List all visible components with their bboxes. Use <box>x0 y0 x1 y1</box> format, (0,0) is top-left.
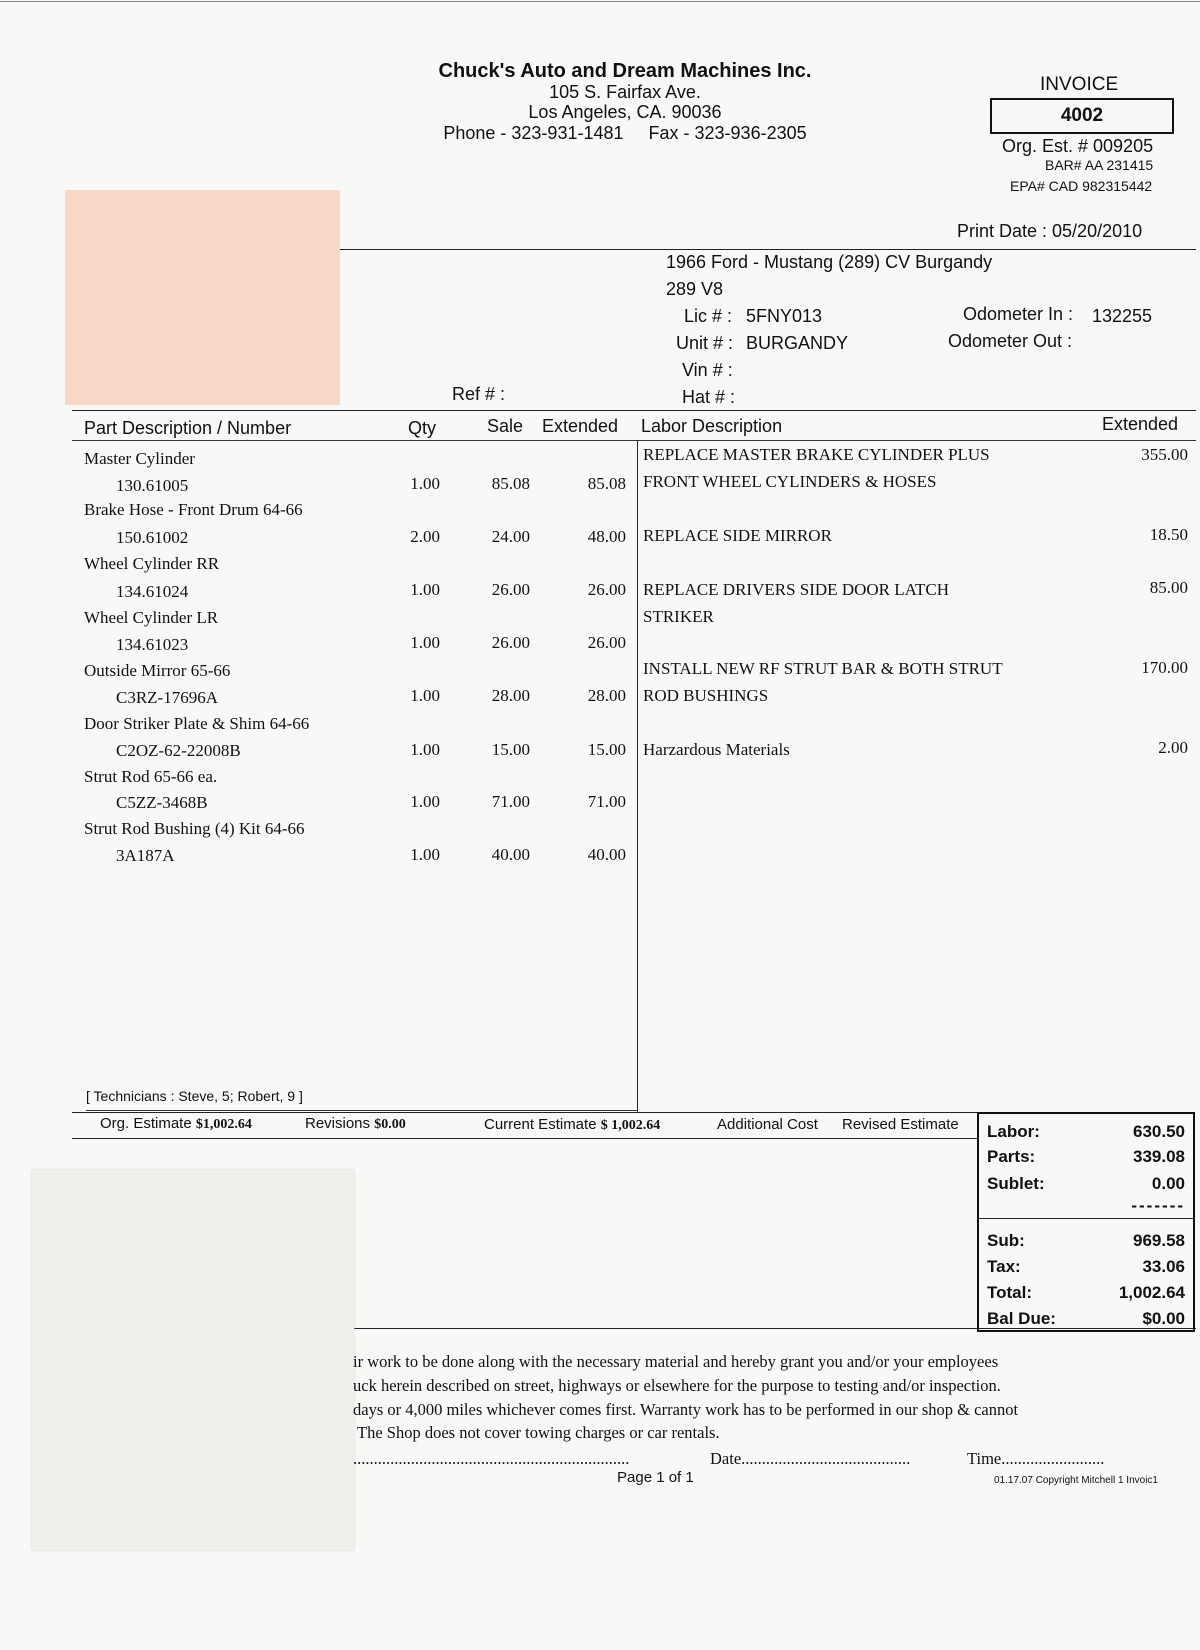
revisions <box>305 1115 406 1133</box>
part-qty: 2.00 <box>410 527 440 546</box>
org-estimate <box>100 1115 252 1133</box>
part-sale: 15.00 <box>491 740 530 759</box>
part-number: C2OZ-62-22008B <box>116 741 241 760</box>
part-name: Master Cylinder <box>84 449 195 468</box>
shop-header <box>380 60 870 144</box>
grand-total-label: Total: <box>987 1283 1033 1302</box>
grand-total-value: 1,002.64 <box>1118 1283 1185 1302</box>
sub-total-value: 969.58 <box>1133 1231 1185 1250</box>
totals-separator: ------- <box>1131 1196 1185 1215</box>
org-estimate-value: $1,002.64 <box>195 1117 252 1132</box>
part-qty: 1.00 <box>410 580 440 599</box>
odometer-in-value: 132255 <box>1092 306 1153 326</box>
part-number: 150.61002 <box>116 528 189 547</box>
totals-box <box>977 1112 1195 1332</box>
technicians-rule <box>86 1110 637 1111</box>
labor-amount: 18.50 <box>1149 525 1188 544</box>
unit-value: BURGANDY <box>746 333 849 353</box>
part-extended: 26.00 <box>587 580 626 599</box>
part-qty: 1.00 <box>410 845 440 864</box>
part-qty: 1.00 <box>410 740 440 759</box>
part-name: Wheel Cylinder RR <box>84 554 220 573</box>
disclaimer-line-1: ir work to be done along with the necessary material and hereby grant you and/or your employees <box>353 1352 999 1371</box>
labor-amount: 85.00 <box>1149 578 1188 597</box>
part-extended: 48.00 <box>587 527 626 546</box>
part-extended: 85.08 <box>587 474 626 493</box>
epa-number: EPA# CAD 982315442 <box>1010 178 1153 194</box>
col-sale: Sale <box>487 416 524 436</box>
lic-label: Lic # : <box>684 306 733 326</box>
sublet-total-value: 0.00 <box>1151 1174 1185 1193</box>
additional-cost-label: Additional Cost <box>717 1116 818 1133</box>
part-sale: 24.00 <box>491 527 530 546</box>
labor-line: REPLACE MASTER BRAKE CYLINDER PLUS <box>643 445 990 464</box>
part-sale: 71.00 <box>491 792 530 811</box>
lic-value: 5FNY013 <box>746 306 823 326</box>
sublet-total-label: Sublet: <box>987 1174 1045 1193</box>
col-qty: Qty <box>408 418 437 438</box>
header-rule <box>340 249 1196 250</box>
part-extended: 28.00 <box>587 686 626 705</box>
labor-total-value: 630.50 <box>1133 1122 1185 1141</box>
page-top-edge <box>0 1 1200 2</box>
labor-total-label: Labor: <box>987 1122 1040 1141</box>
labor-line: Harzardous Materials <box>643 740 790 759</box>
part-name: Outside Mirror 65-66 <box>84 661 231 680</box>
tax-value: 33.06 <box>1142 1257 1185 1276</box>
parts-total-value: 339.08 <box>1133 1147 1185 1166</box>
labor-line: ROD BUSHINGS <box>643 686 769 705</box>
vin-label: Vin # : <box>682 360 733 380</box>
technicians: [ Technicians : Steve, 5; Robert, 9 ] <box>86 1088 303 1104</box>
labor-amount: 355.00 <box>1141 445 1188 464</box>
redaction-sticky-note <box>65 190 340 405</box>
labor-line: INSTALL NEW RF STRUT BAR & BOTH STRUT <box>643 659 1003 678</box>
disclaimer-line-4: The Shop does not cover towing charges or car rentals. <box>357 1423 720 1442</box>
part-sale: 26.00 <box>491 633 530 652</box>
totals-divider <box>979 1218 1193 1219</box>
date-line: Date......................................... <box>710 1449 911 1468</box>
odometer-out-label: Odometer Out : <box>948 331 1073 351</box>
revised-estimate-label: Revised Estimate <box>842 1116 959 1133</box>
tax-label: Tax: <box>987 1257 1021 1276</box>
revisions-label: Revisions <box>305 1115 371 1132</box>
part-qty: 1.00 <box>410 792 440 811</box>
col-labor-extended: Extended <box>1102 414 1179 434</box>
parts-total-label: Parts: <box>987 1147 1036 1166</box>
part-extended: 40.00 <box>587 845 626 864</box>
current-estimate <box>484 1116 660 1134</box>
shop-address-2: Los Angeles, CA. 90036 <box>528 102 722 122</box>
disclaimer-line-3: days or 4,000 miles whichever comes first. Warranty work has to be performed in our shop & cannot <box>353 1400 1019 1419</box>
vehicle-description: 1966 Ford - Mustang (289) CV Burgandy <box>666 252 993 272</box>
hat-label: Hat # : <box>682 387 736 407</box>
invoice-number: 4002 <box>990 98 1174 134</box>
org-estimate-label: Org. Estimate <box>100 1115 192 1132</box>
part-number: C5ZZ-3468B <box>116 793 208 812</box>
table-header-rule <box>72 440 1196 441</box>
part-sale: 40.00 <box>491 845 530 864</box>
part-extended: 15.00 <box>587 740 626 759</box>
labor-line: FRONT WHEEL CYLINDERS & HOSES <box>643 472 937 491</box>
labor-line: REPLACE SIDE MIRROR <box>643 526 832 545</box>
shop-name: Chuck's Auto and Dream Machines Inc. <box>438 60 812 82</box>
balance-due-value: $0.00 <box>1142 1309 1185 1328</box>
estimate-bottom-rule <box>72 1138 978 1139</box>
part-number: 134.61024 <box>116 582 189 601</box>
part-qty: 1.00 <box>410 633 440 652</box>
sub-total-label: Sub: <box>987 1231 1025 1250</box>
vehicle-engine: 289 V8 <box>666 279 724 299</box>
org-est-number: Org. Est. # 009205 <box>1002 136 1154 156</box>
part-number: 3A187A <box>116 846 175 865</box>
labor-amount: 170.00 <box>1141 658 1188 677</box>
parts-labor-divider <box>637 440 638 1112</box>
copyright: 01.17.07 Copyright Mitchell 1 Invoic1 <box>994 1475 1158 1486</box>
labor-amount: 2.00 <box>1158 738 1188 757</box>
receipt-sticky-note <box>32 1170 354 1550</box>
ref-label: Ref # : <box>452 384 506 404</box>
bar-number: BAR# AA 231415 <box>1045 157 1154 173</box>
disclaimer-line-2: uck herein described on street, highways or elsewhere for the purpose to testing and/or inspection. <box>353 1376 1001 1395</box>
shop-address-1: 105 S. Fairfax Ave. <box>549 82 701 102</box>
shop-fax: Fax - 323-936-2305 <box>648 123 807 143</box>
page-number: Page 1 of 1 <box>617 1469 694 1486</box>
labor-line: STRIKER <box>643 607 714 626</box>
part-sale: 85.08 <box>491 474 530 493</box>
part-name: Brake Hose - Front Drum 64-66 <box>84 500 303 519</box>
part-qty: 1.00 <box>410 474 440 493</box>
print-date: Print Date : 05/20/2010 <box>957 221 1143 241</box>
shop-contact <box>380 122 870 144</box>
part-number: 134.61023 <box>116 635 189 654</box>
balance-due-label: Bal Due: <box>987 1309 1056 1328</box>
part-name: Strut Rod 65-66 ea. <box>84 767 218 786</box>
odometer-in-label: Odometer In : <box>963 304 1074 324</box>
shop-phone: Phone - 323-931-1481 <box>443 123 624 143</box>
col-extended: Extended <box>542 416 619 436</box>
estimate-top-rule <box>72 1112 978 1113</box>
revisions-value: $0.00 <box>374 1117 406 1132</box>
part-name: Strut Rod Bushing (4) Kit 64-66 <box>84 819 305 838</box>
part-name: Door Striker Plate & Shim 64-66 <box>84 714 310 733</box>
time-line: Time......................... <box>967 1449 1105 1468</box>
invoice-label: INVOICE <box>1040 74 1119 95</box>
col-part-description: Part Description / Number <box>84 418 292 438</box>
part-sale: 28.00 <box>491 686 530 705</box>
col-labor-description: Labor Description <box>641 416 783 436</box>
part-sale: 26.00 <box>491 580 530 599</box>
unit-label: Unit # : <box>676 333 734 353</box>
part-extended: 71.00 <box>587 792 626 811</box>
current-estimate-value: $ 1,002.64 <box>600 1118 661 1133</box>
part-extended: 26.00 <box>587 633 626 652</box>
part-qty: 1.00 <box>410 686 440 705</box>
part-number: C3RZ-17696A <box>116 688 218 707</box>
signature-line: ................................................................... <box>353 1449 630 1468</box>
current-estimate-label: Current Estimate <box>484 1116 597 1133</box>
labor-line: REPLACE DRIVERS SIDE DOOR LATCH <box>643 580 950 599</box>
part-name: Wheel Cylinder LR <box>84 608 219 627</box>
table-top-rule <box>72 410 1196 411</box>
part-number: 130.61005 <box>116 476 189 495</box>
